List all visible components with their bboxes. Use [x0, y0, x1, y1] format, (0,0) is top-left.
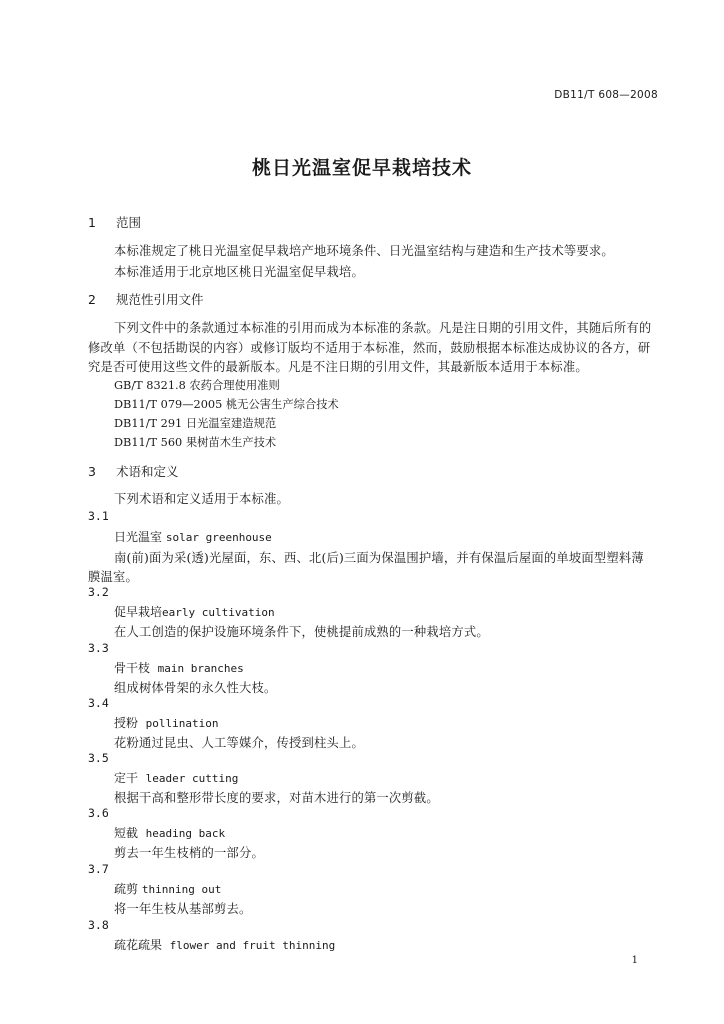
- term-zh: 促早栽培: [114, 605, 163, 619]
- term-number: 3.6: [88, 806, 109, 820]
- paragraph: 本标准适用于北京地区桃日光温室促早栽培。: [114, 265, 364, 279]
- term-definition: 膜温室。: [88, 570, 138, 584]
- paragraph-line: 下列文件中的条款通过本标准的引用而成为本标准的条款。凡是注日期的引用文件，其随后所有的: [114, 321, 652, 335]
- term-definition: 南(前)面为采(透)光屋面，东、西、北(后)三面为保温围护墙，并有保温后屋面的单坡面型塑料薄: [114, 551, 644, 565]
- section-title: 术语和定义: [116, 464, 179, 479]
- paragraph: 本标准规定了桃日光温室促早栽培产地环境条件、日光温室结构与建造和生产技术等要求。: [114, 244, 614, 258]
- reference-item: DB11/T 079—2005 桃无公害生产综合技术: [114, 398, 339, 411]
- paragraph-line: 修改单（不包括勘误的内容）或修订版均不适用于本标准，然而，鼓励根据本标准达成协议的各方，研: [88, 341, 651, 355]
- term-definition: 在人工创造的保护设施环境条件下，使桃提前成熟的一种栽培方式。: [114, 625, 489, 639]
- term-heading: [114, 659, 244, 676]
- term-heading: [114, 603, 275, 620]
- term-heading: [114, 936, 335, 953]
- section-1-heading: [88, 213, 141, 231]
- term-zh: 骨干枝: [114, 661, 151, 675]
- term-heading: [114, 769, 238, 786]
- term-en: early cultivation: [162, 606, 275, 619]
- section-number: 2: [88, 292, 96, 307]
- paragraph-line: 究是否可使用这些文件的最新版本。凡是不注日期的引用文件，其最新版本适用于本标准。: [88, 360, 588, 374]
- term-zh: 授粉: [114, 716, 139, 730]
- term-definition: 剪去一年生枝梢的一部分。: [114, 846, 264, 860]
- term-number: 3.2: [88, 585, 109, 599]
- term-en: thinning out: [141, 883, 222, 896]
- section-2-heading: [88, 290, 204, 308]
- term-heading: [114, 714, 219, 731]
- term-en: solar greenhouse: [165, 531, 272, 544]
- term-definition: 根据干高和整形带长度的要求，对苗木进行的第一次剪截。: [114, 791, 439, 805]
- term-en: pollination: [145, 717, 219, 730]
- term-en: leader cutting: [145, 772, 239, 785]
- term-zh: 疏花疏果: [114, 938, 163, 952]
- section-3-heading: [88, 462, 179, 480]
- term-heading: [114, 824, 225, 841]
- term-heading: [114, 880, 221, 897]
- term-definition: 花粉通过昆虫、人工等媒介，传授到柱头上。: [114, 736, 364, 750]
- section-number: 3: [88, 464, 96, 479]
- standard-code: DB11/T 608—2008: [554, 89, 658, 101]
- term-en: flower and fruit thinning: [169, 939, 336, 952]
- term-zh: 疏剪: [114, 882, 139, 896]
- term-heading: [114, 528, 272, 545]
- paragraph: 下列术语和定义适用于本标准。: [114, 492, 289, 506]
- term-number: 3.5: [88, 751, 109, 765]
- term-zh: 日光温室: [114, 530, 163, 544]
- reference-item: DB11/T 560 果树苗木生产技术: [114, 436, 277, 449]
- section-title: 规范性引用文件: [116, 292, 204, 307]
- reference-item: DB11/T 291 日光温室建造规范: [114, 417, 277, 430]
- document-title: 桃日光温室促早栽培技术: [251, 157, 472, 179]
- section-number: 1: [88, 215, 96, 230]
- section-title: 范围: [116, 215, 142, 230]
- term-number: 3.8: [88, 918, 109, 932]
- page-number: 1: [631, 955, 638, 966]
- term-en: heading back: [145, 827, 226, 840]
- term-number: 3.1: [88, 509, 109, 523]
- reference-item: GB/T 8321.8 农药合理使用准则: [114, 379, 280, 392]
- term-en: main branches: [157, 662, 244, 675]
- term-zh: 短截: [114, 826, 139, 840]
- term-number: 3.3: [88, 641, 109, 655]
- term-definition: 将一年生枝从基部剪去。: [114, 902, 252, 916]
- term-definition: 组成树体骨架的永久性大枝。: [114, 681, 277, 695]
- term-number: 3.4: [88, 696, 109, 710]
- term-zh: 定干: [114, 771, 139, 785]
- term-number: 3.7: [88, 862, 109, 876]
